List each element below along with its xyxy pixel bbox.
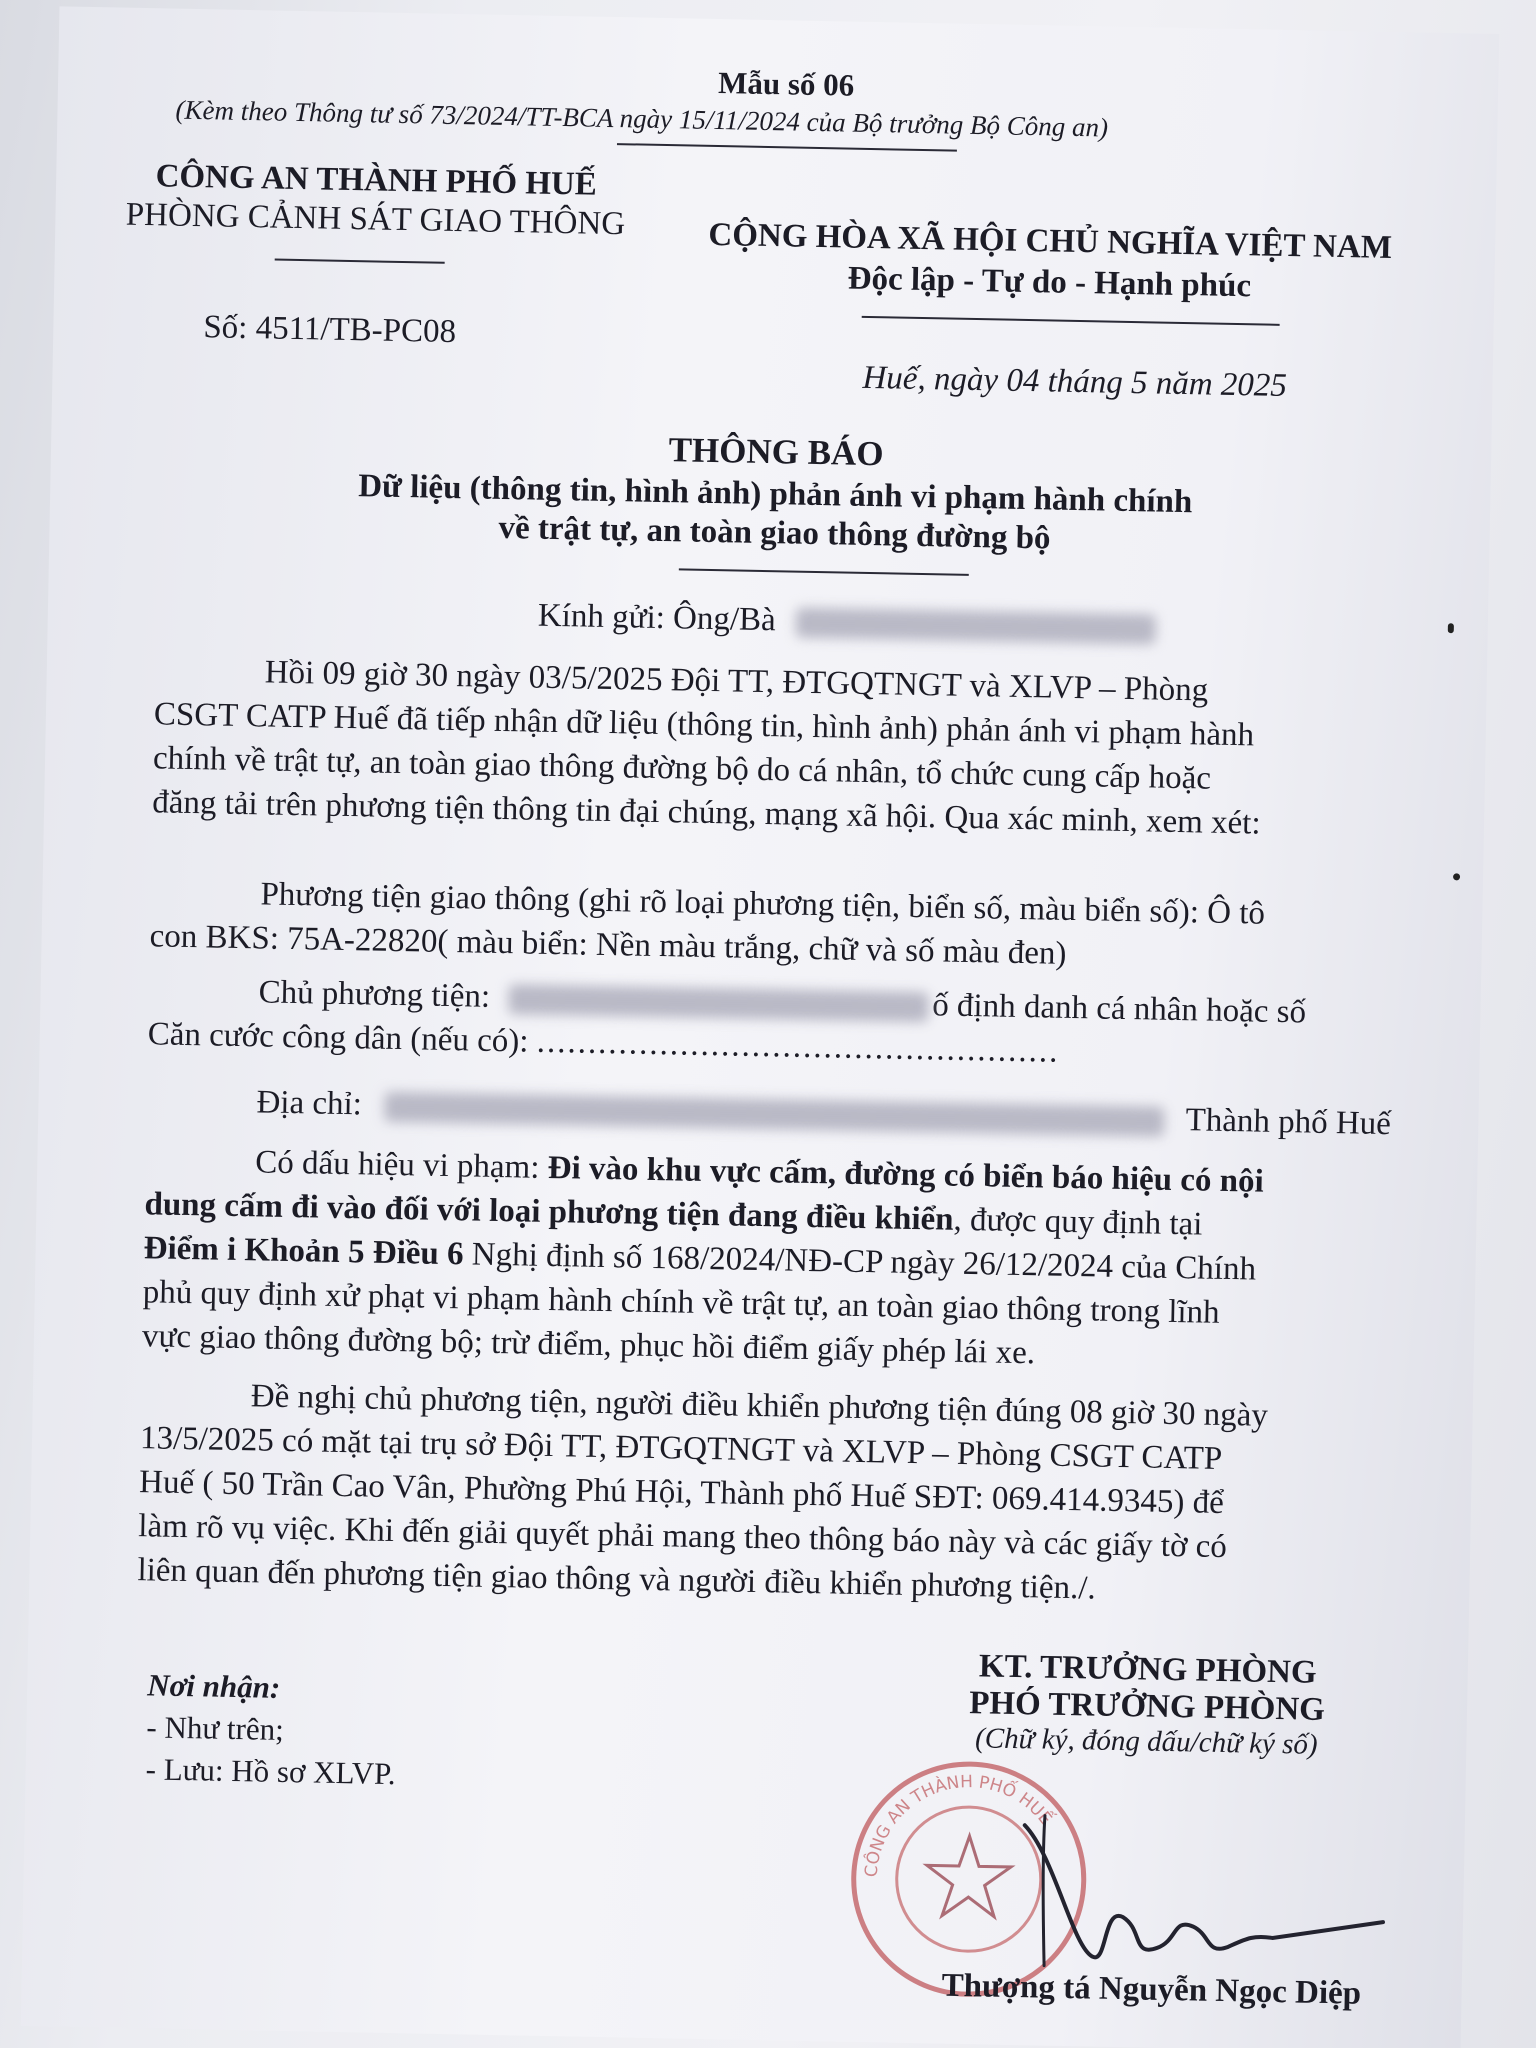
subtitle-underline (679, 568, 969, 576)
national-motto: Độc lập - Tự do - Hạnh phúc (847, 260, 1252, 305)
notice-title: THÔNG BÁO (668, 430, 884, 474)
p1-line: đăng tải trên phương tiện thông tin đại chúng, mạng xã hội. Qua xác minh, xem xét: (151, 784, 1261, 842)
notice-subtitle-line1: Dữ liệu (thông tin, hình ảnh) phản ánh vi phạm hành chính (357, 468, 1193, 521)
motto-underline (862, 316, 1280, 326)
p1-line: Hồi 09 giờ 30 ngày 03/5/2025 Đội TT, ĐTGQTNGT và XLVP – Phòng (264, 654, 1209, 709)
vehicle-line: con BKS: 75A-22820( màu biển: Nền màu trắng, chữ và số màu đen) (149, 918, 1067, 972)
request-line: Huế ( 50 Trần Cao Vân, Phường Phú Hội, Thành phố Huế SĐT: 069.414.9345) để (138, 1464, 1225, 1521)
signature-title-1: KT. TRƯỞNG PHÒNG (978, 1648, 1317, 1691)
recipients-block (145, 1664, 397, 1795)
recipient-label: Kính gửi: Ông/Bà (537, 597, 777, 639)
redacted-owner-name (508, 985, 928, 1023)
violation-tail: , được quy định tại (953, 1201, 1203, 1243)
paragraph-owner (147, 968, 1408, 1080)
id-dots: ................................................... (536, 1023, 1060, 1070)
header-right (694, 217, 1405, 309)
nation-title: CỘNG HÒA XÃ HỘI CHỦ NGHĨA VIỆT NAM (708, 216, 1393, 266)
p1-line: CSGT CATP Huế đã tiếp nhận dữ liệu (thông tin, hình ảnh) phản ánh vi phạm hành (153, 696, 1255, 754)
address-tail: Thành phố Huế (1185, 1102, 1392, 1143)
paragraph-vehicle (149, 870, 1410, 982)
form-number: Mẫu số 06 (717, 65, 855, 103)
violation-line: vực giao thông đường bộ; trừ điểm, phục hồi điểm giấy phép lái xe. (141, 1318, 1036, 1372)
owner-tail: ố định danh cá nhân hoặc số (931, 987, 1307, 1031)
violation-line: phủ quy định xử phạt vi phạm hành chính về trật tự, an toàn giao thông trong lĩnh (142, 1274, 1220, 1331)
violation-tail: Nghị định số 168/2024/NĐ-CP ngày 26/12/2024 của Chính (463, 1236, 1257, 1288)
vehicle-line: Phương tiện giao thông (ghi rõ loại phương tiện, biển số, màu biển số): Ô tô (260, 876, 1266, 932)
department-name: PHÒNG CẢNH SÁT GIAO THÔNG (125, 196, 626, 243)
paragraph-request (137, 1372, 1401, 1616)
violation-bold: dung cấm đi vào đối với loại phương tiện đang điều khiển (144, 1186, 954, 1238)
basis-underline (617, 143, 957, 152)
request-line: 13/5/2025 có mặt tại trụ sở Đội TT, ĐTGQTNGT và XLVP – Phòng CSGT CATP (139, 1420, 1223, 1477)
signer-name: Thượng tá Nguyễn Ngọc Diệp (941, 1967, 1362, 2012)
recipient-line (538, 598, 1157, 647)
paragraph-address (146, 1078, 1407, 1146)
address-line (146, 1078, 1407, 1146)
document-page (21, 6, 1500, 2048)
notice-subtitle-line2: về trật tự, an toàn giao thông đường bộ (498, 509, 1051, 557)
agency-name: CÔNG AN THÀNH PHỐ HUẾ (155, 158, 598, 203)
redacted-address (384, 1092, 1164, 1137)
header-left (95, 157, 656, 244)
owner-label: Chủ phương tiện: (258, 974, 491, 1015)
notice-title-block (149, 420, 1401, 564)
address-label: Địa chỉ: (256, 1084, 363, 1123)
p1-line: chính về trật tự, an toàn giao thông đường bộ do cá nhân, tổ chức cung cấp hoặc (152, 740, 1212, 797)
signature-note: (Chữ ký, đóng dấu/chữ ký số) (974, 1722, 1318, 1761)
request-line: liên quan đến phương tiện giao thông và người điều khiển phương tiện./. (137, 1552, 1097, 1607)
id-label: Căn cước công dân (nếu có): (147, 1016, 538, 1060)
place-date: Huế, ngày 04 tháng 5 năm 2025 (862, 359, 1288, 404)
violation-bold: Đi vào khu vực cấm, đường có biển báo hiệu có nội (547, 1149, 1265, 1200)
request-line: làm rõ vụ việc. Khi đến giải quyết phải mang theo thông báo này và các giấy tờ có (138, 1508, 1228, 1566)
request-line: Đề nghị chủ phương tiện, người điều khiển phương tiện đúng 08 giờ 30 ngày (250, 1378, 1269, 1434)
signature-title-2: PHÓ TRƯỞNG PHÒNG (968, 1685, 1326, 1728)
violation-legal-point: Điểm i Khoản 5 Điều 6 (143, 1230, 464, 1273)
form-basis: (Kèm theo Thông tư số 73/2024/TT-BCA ngày 15/11/2024 của Bộ trưởng Bộ Công an) (175, 94, 1109, 143)
recipients-title: Nơi nhận: (146, 1667, 281, 1705)
paragraph-violation (142, 1138, 1406, 1382)
signature-block (906, 1647, 1388, 1763)
paper-mark (1453, 873, 1460, 880)
left-header-underline (275, 259, 445, 264)
recipients-item: - Như trên; (146, 1709, 285, 1747)
recipients-item: - Lưu: Hồ sơ XLVP. (145, 1751, 396, 1792)
seal-text: CÔNG AN THÀNH PHỐ HUẾ (861, 1772, 1056, 1878)
paper-mark (1448, 623, 1454, 633)
document-number: Số: 4511/TB-PC08 (203, 309, 457, 351)
paragraph-receipt (152, 648, 1415, 848)
redacted-recipient-name (796, 608, 1157, 645)
violation-lead: Có dấu hiệu vi phạm: (255, 1144, 549, 1186)
